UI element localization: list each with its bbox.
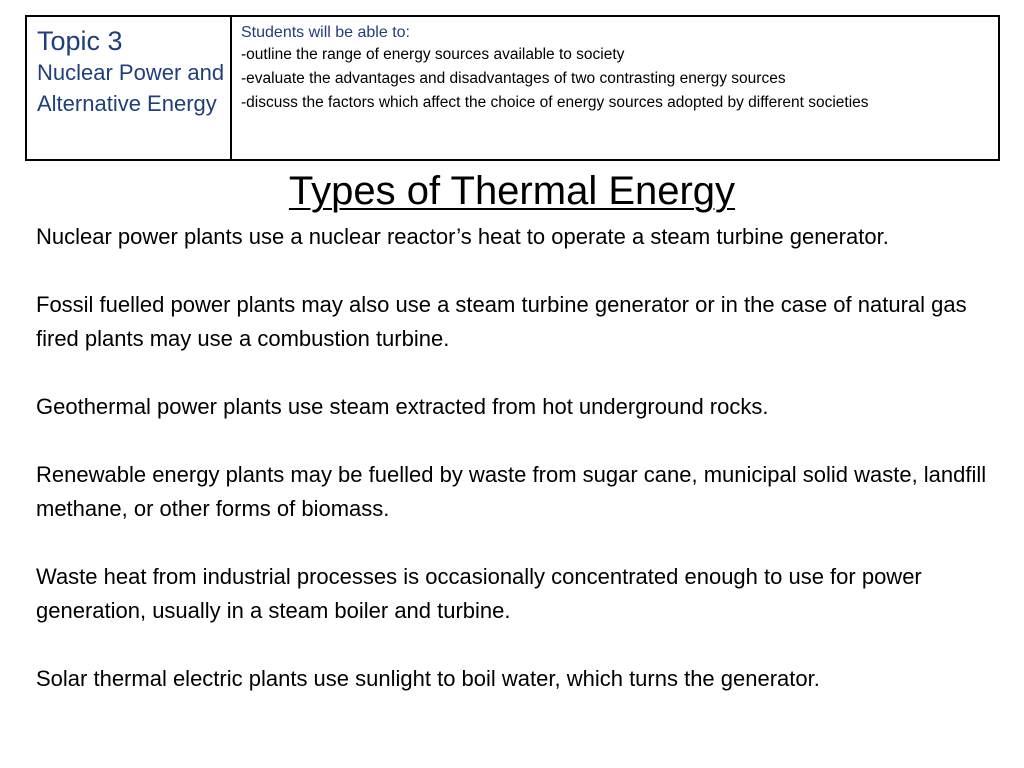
- header-table: [25, 15, 1000, 161]
- objectives-cell: [232, 17, 998, 159]
- paragraph-waste-heat: Waste heat from industrial processes is occasionally concentrated enough to use for power generation, usually in a steam boiler and turbine.: [36, 564, 922, 623]
- paragraph-nuclear: Nuclear power plants use a nuclear reactor’s heat to operate a steam turbine generator.: [36, 224, 889, 249]
- topic-subtitle: Nuclear Power and Alternative Energy: [37, 60, 225, 116]
- topic-title: Topic 3: [37, 26, 123, 56]
- paragraph-fossil: Fossil fuelled power plants may also use a steam turbine generator or in the case of natural gas fired plants may use a combustion turbine.: [36, 292, 967, 351]
- paragraph-solar-thermal: Solar thermal electric plants use sunlight to boil water, which turns the generator.: [36, 666, 820, 691]
- paragraph-renewable: Renewable energy plants may be fuelled by waste from sugar cane, municipal solid waste, landfill methane, or other forms of biomass.: [36, 462, 987, 521]
- slide-title: [0, 165, 1024, 217]
- topic-cell: [27, 17, 232, 159]
- slide-title-text: Types of Thermal Energy: [288, 169, 736, 213]
- objective-item: -discuss the factors which affect the choice of energy sources adopted by different societies: [241, 94, 869, 111]
- objective-item: -evaluate the advantages and disadvantages of two contrasting energy sources: [241, 70, 786, 87]
- paragraph-geothermal: Geothermal power plants use steam extracted from hot underground rocks.: [36, 394, 769, 419]
- slide-body: [36, 220, 996, 696]
- objectives-heading: Students will be able to:: [241, 24, 410, 41]
- objective-item: -outline the range of energy sources available to society: [241, 46, 625, 63]
